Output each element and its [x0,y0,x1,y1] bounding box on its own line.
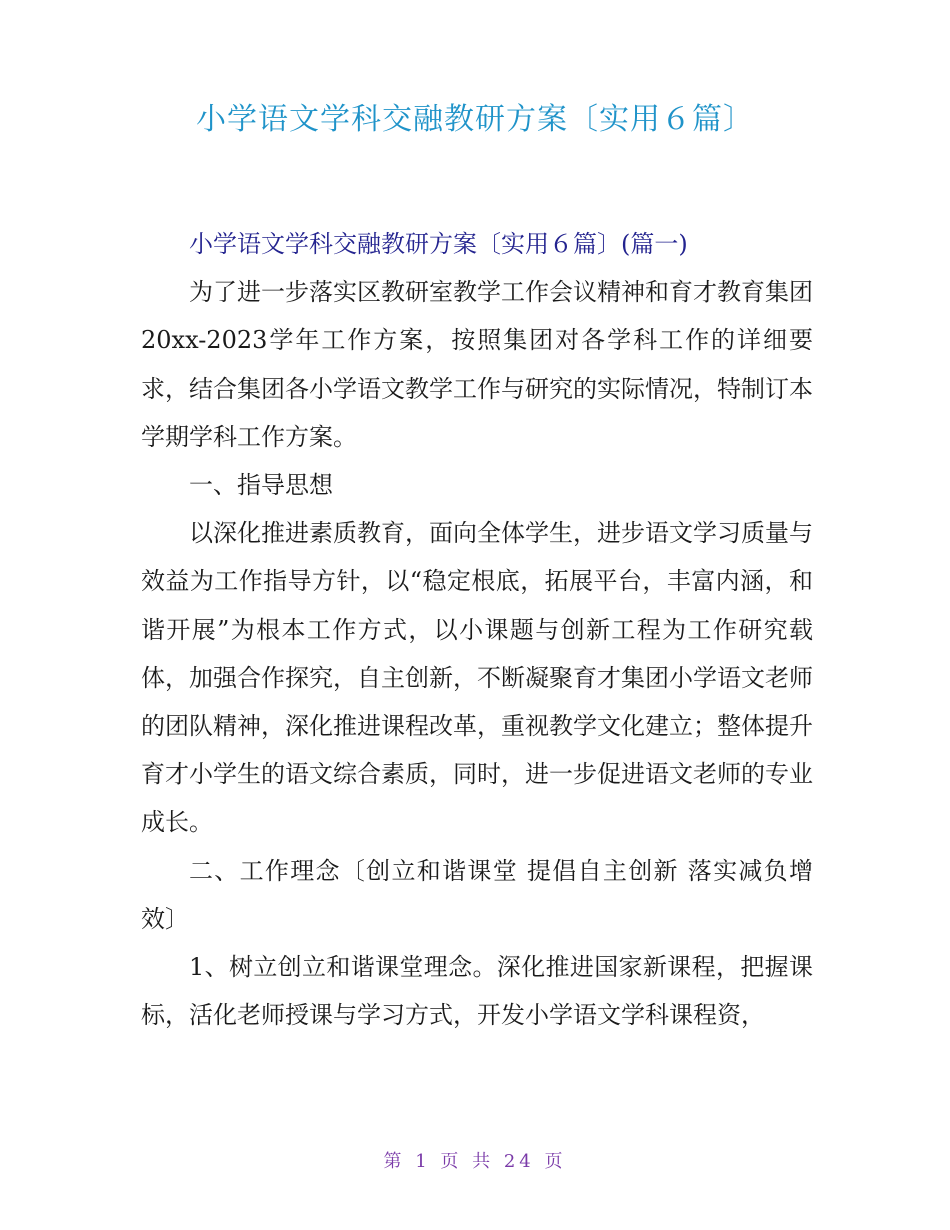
page-footer: 第 1 页 共 24 页 [383,1151,567,1172]
paragraph-harmonious-classroom: 1、树立创立和谐课堂理念。深化推进国家新课程，把握课标，活化老师授课与学习方式，开发小学语文学科课程资， [141,953,813,1030]
heading-work-philosophy: 二、工作理念〔创立和谐课堂 提倡自主创新 落实减负增效〕 [141,856,813,933]
heading-guiding-ideology: 一、指导思想 [189,471,333,499]
paragraph-intro: 为了进一步落实区教研室教学工作会议精神和育才教育集团20xx-2023学年工作方案，按照集团对各学科工作的详细要求，结合集团各小学语文教学工作与研究的实际情况，特制订本学期学科工作方案。 [141,278,813,451]
document-body [141,220,813,1039]
document-title: 小学语文学科交融教研方案〔实用６篇〕 [196,102,754,137]
paragraph-guiding-ideology: 以深化推进素质教育，面向全体学生，进步语文学习质量与效益为工作指导方针，以“稳定根底，拓展平台，丰富内涵，和谐开展”为根本工作方式，以小课题与创新工程为工作研究载体，加强合作探究，自主创新，不断凝聚育才集团小学语文老师的团队精神，深化推进课程改革，重视教学文化建立；整体提升育才小学生的语文综合素质，同时，进一步促进语文老师的专业成长。 [141,519,813,837]
section-subtitle: 小学语文学科交融教研方案〔实用６篇〕(篇一) [189,230,688,258]
